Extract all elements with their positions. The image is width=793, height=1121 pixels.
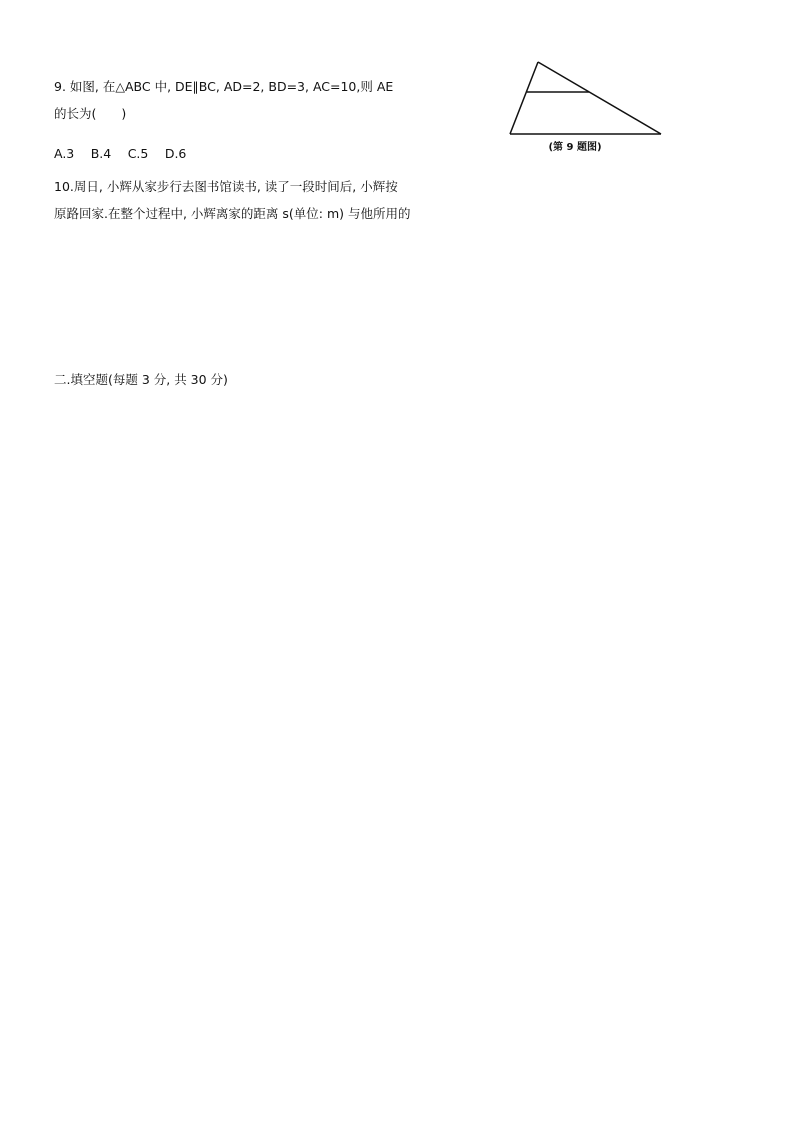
q9-options: A.3 B.4 C.5 D.6 [54,146,187,161]
q10-line1: 10.周日, 小辉从家步行去图书馆读书, 读了一段时间后, 小辉按 [54,179,398,194]
section-2-title: 二.填空题(每题 3 分, 共 30 分) [54,372,228,387]
q9-side-ac [538,62,661,134]
q9-line2: 的长为( ) [54,106,127,121]
q9-figure-label: (第 9 题图) [548,142,602,153]
q9-line1: 9. 如图, 在△ABC 中, DE∥BC, AD=2, BD=3, AC=10,则 AE [54,79,394,94]
q9-side-ab [510,62,538,134]
q10-line2: 原路回家.在整个过程中, 小辉离家的距离 s(单位: m) 与他所用的 [54,206,411,221]
